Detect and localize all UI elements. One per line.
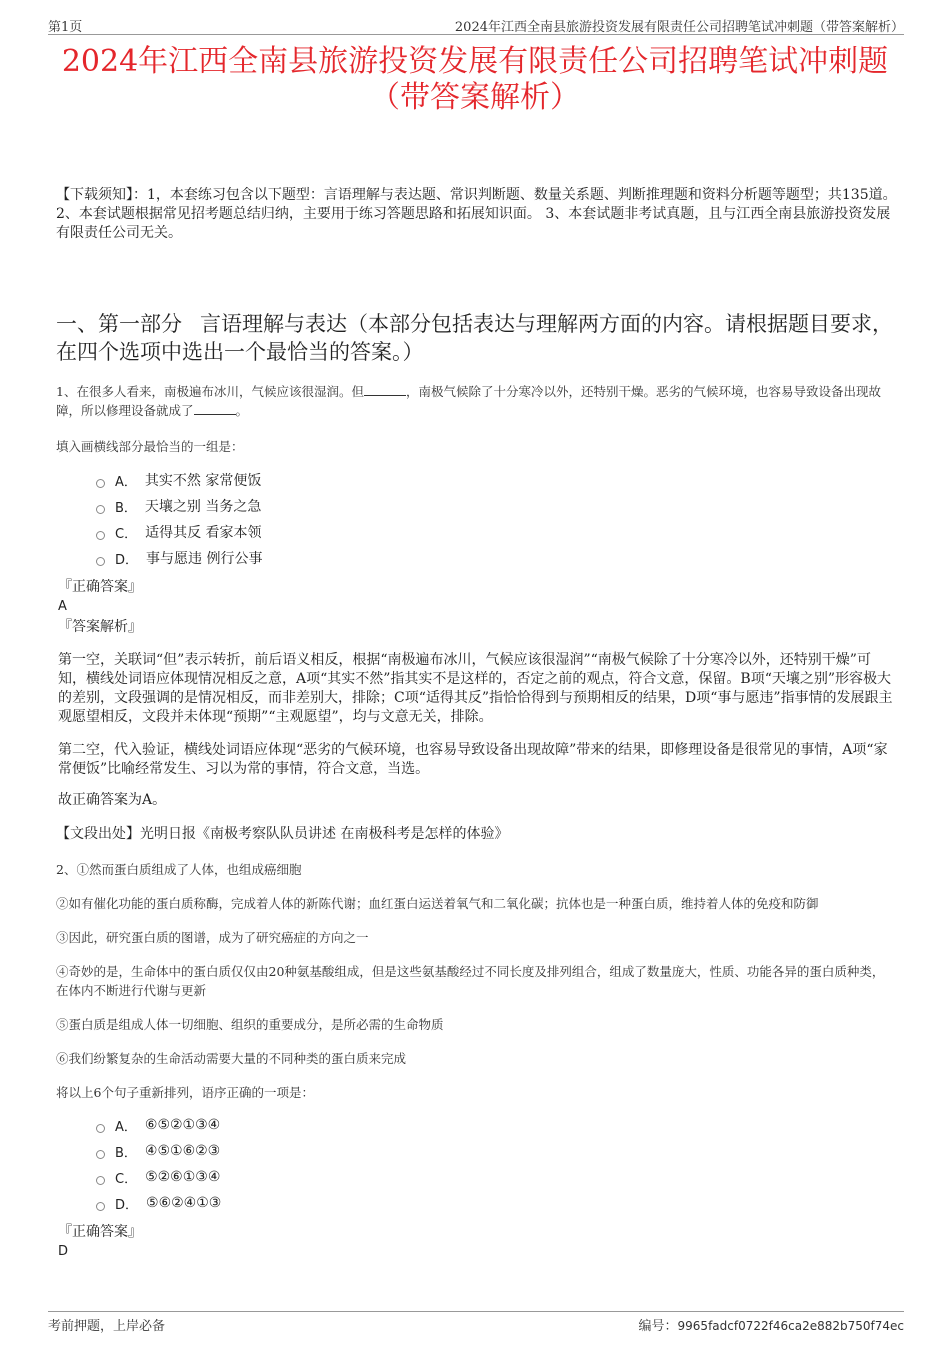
radio-icon[interactable] xyxy=(96,1176,105,1185)
footer-slogan: 考前押题，上岸必备 xyxy=(48,1319,166,1334)
answer-label: 『正确答案』 xyxy=(58,1224,142,1240)
section-label: 一、第一部分 xyxy=(56,312,182,336)
q1-option-b[interactable]: B． 天壤之别 当务之急 xyxy=(96,493,262,519)
header-doc-title: 2024年江西全南县旅游投资发展有限责任公司招聘笔试冲刺题（带答案解析） xyxy=(454,20,904,35)
q2-answer-block xyxy=(58,1222,142,1262)
radio-icon[interactable] xyxy=(96,557,105,566)
answer-label: 『正确答案』 xyxy=(58,579,142,595)
answer-value: D xyxy=(58,1244,69,1259)
q2-option-b[interactable]: B． ④⑤①⑥②③ xyxy=(96,1138,221,1164)
blank-2 xyxy=(194,402,236,415)
q1-conclusion: 故正确答案为A。 xyxy=(58,792,167,808)
q2-option-d[interactable]: D． ⑤⑥②④①③ xyxy=(96,1190,221,1216)
q1-stem: 1、在很多人看来，南极遍布冰川，气候应该很湿润。但 ，南极气候除了十分寒冷以外，还特别干燥。恶劣的气候环境，也容易导致设备出现故障，所以修理设备就成了 。 xyxy=(56,384,881,418)
answer-value: A xyxy=(58,599,67,614)
section-heading xyxy=(56,310,900,366)
q1-option-d[interactable]: D． 事与愿违 例行公事 xyxy=(96,545,262,571)
q1-source: 【文段出处】光明日报《南极考察队队员讲述 在南极科考是怎样的体验》 xyxy=(56,826,509,842)
q1-analysis-1: 第一空，关联词“但”表示转折，前后语义相反，根据“南极遍布冰川，气候应该很湿润”“南极气候除了十分寒冷以外，还特别干燥”可知，横线处词语应体现情况相反之意，A项“其实不然”指其实不是这样的，否定之前的观点，符合文意，保留。B项“天壤之别”形容极大的差别，文段强调的是情况相反，而非差别大，排除；C项“适得其反”指恰恰得到与预期相反的结果，D项“事与愿违”指事情的发展跟主观愿望相反，文段并未体现“预期”“主观愿望”，均与文意无关，排除。 xyxy=(58,652,893,725)
blank-1 xyxy=(364,383,406,396)
page-number: 第1页 xyxy=(48,20,83,35)
radio-icon[interactable] xyxy=(96,1124,105,1133)
q2-option-a[interactable]: A． ⑥⑤②①③④ xyxy=(96,1112,221,1138)
footer-code: 编号：9965fadcf0722f46ca2e882b750f74ec xyxy=(638,1319,904,1334)
section-text: 言语理解与表达（本部分包括表达与理解两方面的内容。请根据题目要求，在四个选项中选出一个最恰当的答案。） xyxy=(56,312,893,364)
title-line-1: 2024年江西全南县旅游投资发展有限责任公司招聘笔试冲刺题 xyxy=(61,44,889,79)
page-footer xyxy=(48,1311,904,1336)
q2-option-c[interactable]: C． ⑤②⑥①③④ xyxy=(96,1164,221,1190)
q1-option-c[interactable]: C． 适得其反 看家本领 xyxy=(96,519,262,545)
radio-icon[interactable] xyxy=(96,1202,105,1211)
q2-sentence-1: 2、①然而蛋白质组成了人体，也组成癌细胞 xyxy=(56,862,302,877)
q2-prompt: 将以上6个句子重新排列，语序正确的一项是： xyxy=(56,1085,314,1100)
radio-icon[interactable] xyxy=(96,1150,105,1159)
q1-options xyxy=(96,467,262,571)
page-title xyxy=(40,44,910,116)
q2-sentence-6: ⑥我们纷繁复杂的生命活动需要大量的不同种类的蛋白质来完成 xyxy=(56,1051,407,1066)
download-notice: 【下载须知】：1，本套练习包含以下题型：言语理解与表达题、常识判断题、数量关系题、判断推理题和资料分析题等题型；共135道。 2、本套试题根据常见招考题总结归纳，主要用于练习答题思路和拓展知识面。 3、本套试题非考试真题，且与江西全南县旅游投资发展有限责任公司无关。 xyxy=(56,187,897,241)
q1-option-a[interactable]: A． 其实不然 家常便饭 xyxy=(96,467,262,493)
q2-sentence-2: ②如有催化功能的蛋白质称酶，完成着人体的新陈代谢；血红蛋白运送着氧气和二氧化碳；抗体也是一种蛋白质，维持着人体的免疫和防御 xyxy=(56,896,819,911)
q2-sentence-4: ④奇妙的是，生命体中的蛋白质仅仅由20种氨基酸组成，但是这些氨基酸经过不同长度及排列组合，组成了数量庞大，性质、功能各异的蛋白质种类，在体内不断进行代谢与更新 xyxy=(56,964,885,998)
analysis-label: 『答案解析』 xyxy=(58,619,142,635)
radio-icon[interactable] xyxy=(96,479,105,488)
q2-options xyxy=(96,1112,221,1216)
radio-icon[interactable] xyxy=(96,531,105,540)
q1-prompt: 填入画横线部分最恰当的一组是： xyxy=(56,439,244,454)
page-header xyxy=(48,14,904,35)
q2-sentence-5: ⑤蛋白质是组成人体一切细胞、组织的重要成分，是所必需的生命物质 xyxy=(56,1017,444,1032)
title-line-2: （带答案解析） xyxy=(370,80,580,115)
q2-sentence-3: ③因此，研究蛋白质的图谱，成为了研究癌症的方向之一 xyxy=(56,930,369,945)
q1-analysis-2: 第二空，代入验证，横线处词语应体现“恶劣的气候环境，也容易导致设备出现故障”带来的结果，即修理设备是很常见的事情，A项“家常便饭”比喻经常发生、习以为常的事情，符合文意，当选。 xyxy=(58,742,888,777)
radio-icon[interactable] xyxy=(96,505,105,514)
q1-answer-block xyxy=(58,577,142,637)
